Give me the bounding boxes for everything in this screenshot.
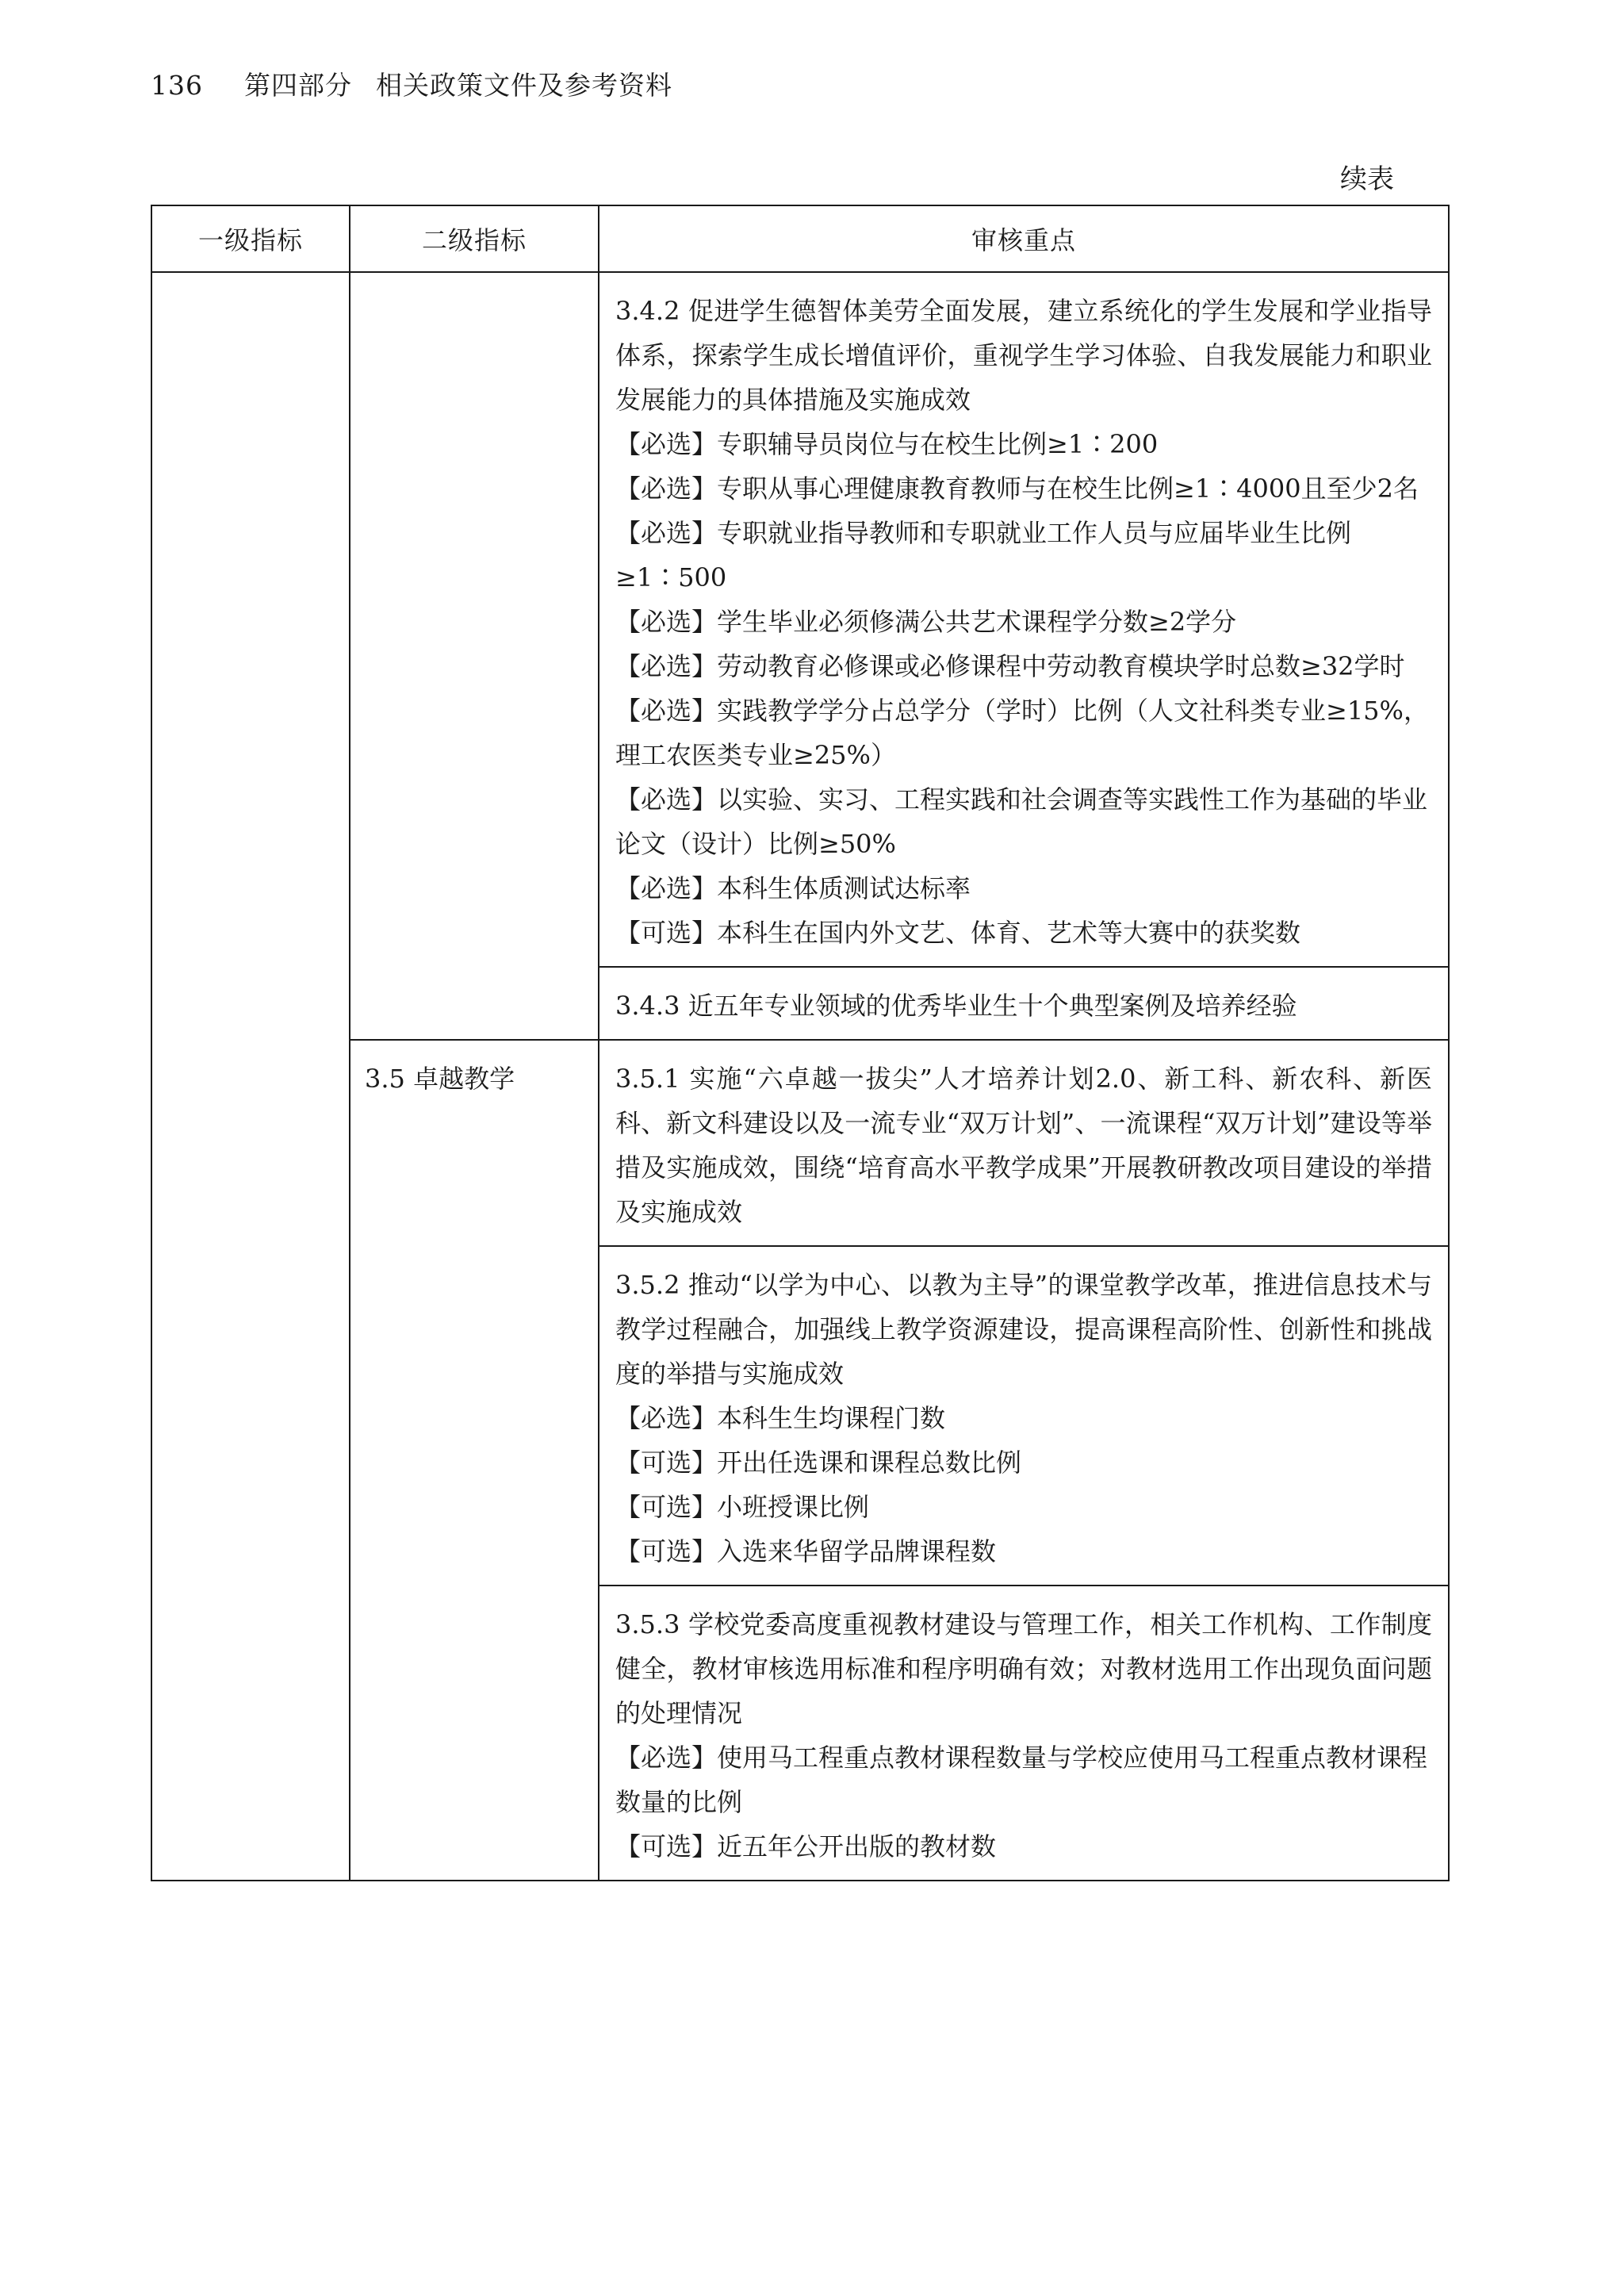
focus-cell-3-4-3 (599, 967, 1449, 1040)
col-header-level1: 一级指标 (151, 205, 350, 272)
page-number: 136 (151, 70, 203, 101)
focus-item: 【可选】近五年公开出版的教材数 (615, 1831, 997, 1862)
focus-item: 【必选】以实验、实习、工程实践和社会调查等实践性工作为基础的毕业论文（设计）比例≥50% (615, 784, 1428, 859)
focus-item: 【必选】学生毕业必须修满公共艺术课程学分数≥2学分 (615, 607, 1237, 637)
running-header (151, 65, 672, 102)
focus-cell-3-5-3 (599, 1586, 1449, 1881)
level2-cell-excellent-teaching: 3.5 卓越教学 (350, 1040, 599, 1881)
focus-item: 【必选】实践教学学分占总学分（学时）比例（人文社科类专业≥15%，理工农医类专业≥25%） (615, 696, 1429, 770)
focus-heading: 3.5.2 推动“以学为中心、以教为主导”的课堂教学改革，推进信息技术与教学过程融合，加强线上教学资源建设，提高课程高阶性、创新性和挑战度的举措与实施成效 (615, 1270, 1432, 1389)
focus-item: 【可选】开出任选课和课程总数比例 (615, 1448, 1022, 1478)
focus-item: 【可选】本科生在国内外文艺、体育、艺术等大赛中的获奖数 (615, 918, 1301, 948)
focus-item: 【可选】入选来华留学品牌课程数 (615, 1536, 997, 1566)
focus-heading: 3.5.1 实施“六卓越一拔尖”人才培养计划2.0、新工科、新农科、新医科、新文科建设以及一流专业“双万计划”、一流课程“双万计划”建设等举措及实施成效，围绕“培育高水平教学成果”开展教研教改项目建设的举措及实施成效 (615, 1064, 1432, 1227)
col-header-level2: 二级指标 (350, 205, 599, 272)
continued-label: 续表 (1340, 163, 1394, 195)
focus-heading: 3.4.2 促进学生德智体美劳全面发展，建立系统化的学生发展和学业指导体系，探索学生成长增值评价，重视学生学习体验、自我发展能力和职业发展能力的具体措施及实施成效 (615, 296, 1432, 415)
focus-cell-3-4-2 (599, 272, 1449, 967)
focus-item: 【必选】使用马工程重点教材课程数量与学校应使用马工程重点教材课程数量的比例 (615, 1743, 1428, 1817)
focus-heading: 3.5.3 学校党委高度重视教材建设与管理工作，相关工作机构、工作制度健全，教材审核选用标准和程序明确有效；对教材选用工作出现负面问题的处理情况 (615, 1609, 1432, 1728)
focus-item: 【必选】本科生生均课程门数 (615, 1403, 946, 1433)
focus-item: 【必选】本科生体质测试达标率 (615, 873, 971, 903)
section-title: 相关政策文件及参考资料 (376, 70, 672, 101)
level2-cell (350, 272, 599, 1040)
focus-heading: 3.4.3 近五年专业领域的优秀毕业生十个典型案例及培养经验 (615, 991, 1297, 1021)
focus-cell-3-5-2 (599, 1246, 1449, 1586)
focus-cell-3-5-1 (599, 1040, 1449, 1246)
section-part: 第四部分 (244, 70, 352, 101)
table-row (151, 272, 1449, 967)
focus-item: 【必选】专职从事心理健康教育教师与在校生比例≥1∶4000且至少2名 (615, 474, 1419, 504)
col-header-focus: 审核重点 (599, 205, 1449, 272)
focus-item: 【必选】专职辅导员岗位与在校生比例≥1∶200 (615, 429, 1159, 459)
table-header-row (151, 205, 1449, 272)
focus-item: 【必选】劳动教育必修课或必修课程中劳动教育模块学时总数≥32学时 (615, 651, 1405, 681)
review-table (151, 205, 1450, 1881)
focus-item: 【可选】小班授课比例 (615, 1492, 870, 1522)
focus-item: 【必选】专职就业指导教师和专职就业工作人员与应届毕业生比例≥1∶500 (615, 518, 1352, 592)
level1-cell (151, 272, 350, 1881)
